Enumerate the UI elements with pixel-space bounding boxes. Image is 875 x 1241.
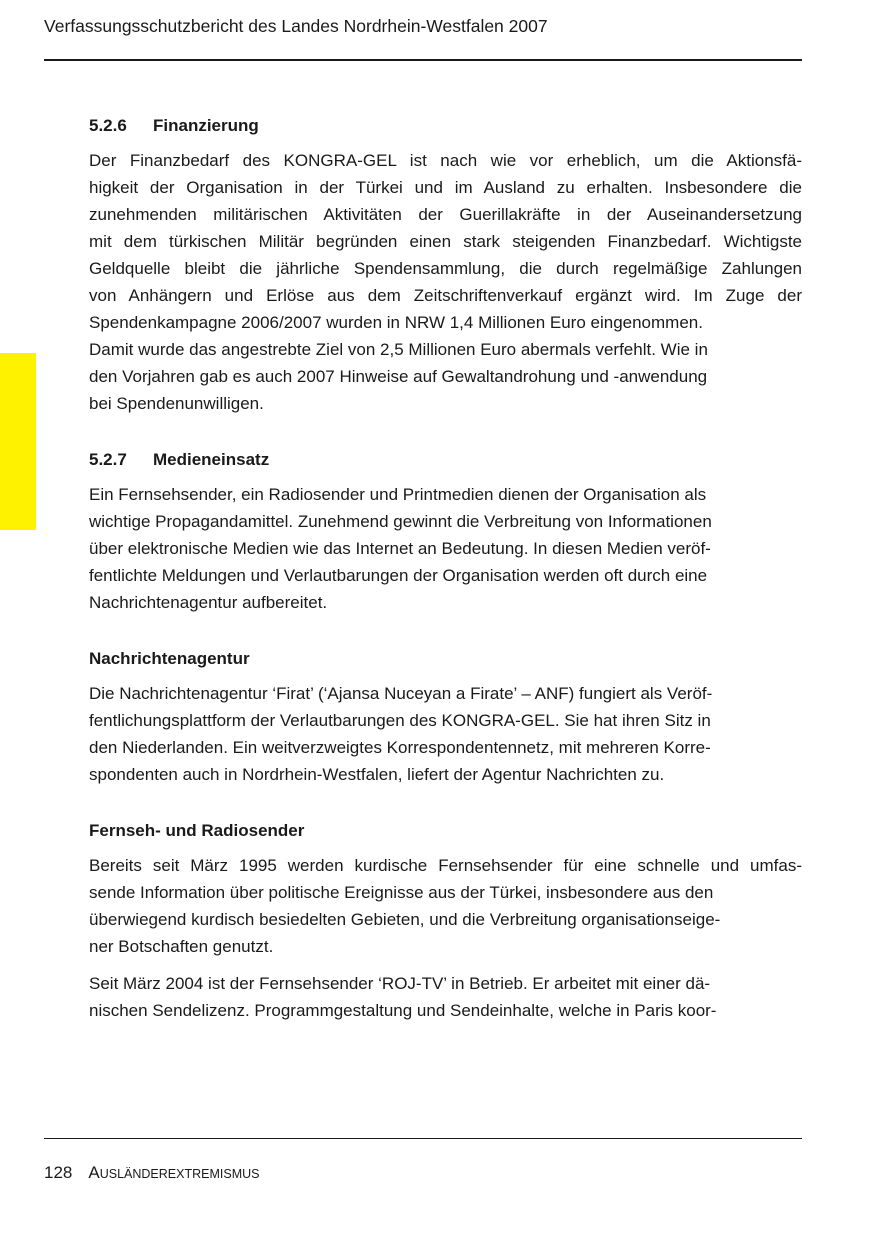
text-line: ner Botschaften genutzt. <box>89 937 274 956</box>
text-line: überwiegend kurdisch besiedelten Gebieten, und die Verbreitung organisationseige- <box>89 910 721 929</box>
text-line: Seit März 2004 ist der Fernsehsender ‘ROJ-TV’ in Betrieb. Er arbeitet mit einer dä- <box>89 974 711 993</box>
page-number: 128 <box>44 1163 73 1182</box>
text-line: bei Spendenunwilligen. <box>89 394 264 413</box>
text-line: fentlichte Meldungen und Verlautbarungen der Organisation werden oft durch eine <box>89 566 708 585</box>
text-line: Die Nachrichtenagentur ‘Firat’ (‘Ajansa Nuceyan a Firate’ – ANF) fungiert als Veröf- <box>89 684 713 703</box>
text-line: wichtige Propagandamittel. Zunehmend gewinnt die Verbreitung von Informationen <box>89 512 712 531</box>
section-title: Finanzierung <box>153 116 259 135</box>
text-line: Bereits seit März 1995 werden kurdische Fernsehsender für eine schnelle und umfas- <box>89 856 802 875</box>
subheading-nachrichtenagentur: Nachrichtenagentur <box>89 649 250 668</box>
text-line: fentlichungsplattform der Verlautbarungen des KONGRA-GEL. Sie hat ihren Sitz in <box>89 711 711 730</box>
chapter-title-rest: USLÄNDEREXTREMISMUS <box>99 1167 260 1181</box>
text-line: mit dem türkischen Militär begründen einen stark steigenden Finanzbedarf. Wichtigste <box>89 232 802 251</box>
text-line: higkeit der Organisation in der Türkei und im Ausland zu erhalten. Insbesondere die <box>89 178 802 197</box>
paragraph-finanzierung <box>89 147 802 417</box>
subheading-fernseh-radiosender: Fernseh- und Radiosender <box>89 821 305 840</box>
chapter-tab-marker <box>0 353 36 530</box>
text-line: über elektronische Medien wie das Internet an Bedeutung. In diesen Medien veröf- <box>89 539 711 558</box>
text-line: zunehmenden militärischen Aktivitäten der Guerillakräfte in der Auseinandersetzung <box>89 205 802 224</box>
footer-rule <box>44 1138 802 1139</box>
text-line: Der Finanzbedarf des KONGRA-GEL ist nach wie vor erheblich, um die Aktionsfä- <box>89 151 802 170</box>
section-heading-medieneinsatz <box>89 446 802 473</box>
section-number: 5.2.7 <box>89 450 127 469</box>
text-line: von Anhängern und Erlöse aus dem Zeitschriftenverkauf ergänzt wird. Im Zuge der <box>89 286 802 305</box>
text-line: den Vorjahren gab es auch 2007 Hinweise auf Gewaltandrohung und -anwendung <box>89 367 708 386</box>
text-line: Spendenkampagne 2006/2007 wurden in NRW 1,4 Millionen Euro eingenommen. <box>89 313 703 332</box>
text-line: sende Information über politische Ereignisse aus der Türkei, insbesondere aus den <box>89 883 714 902</box>
text-line: Geldquelle bleibt die jährliche Spendensammlung, die durch regelmäßige Zahlungen <box>89 259 802 278</box>
text-line: spondenten auch in Nordrhein-Westfalen, liefert der Agentur Nachrichten zu. <box>89 765 665 784</box>
paragraph-fernsehsender-1 <box>89 852 802 960</box>
chapter-title-initial: A <box>88 1163 100 1182</box>
text-line: Nachrichtenagentur aufbereitet. <box>89 593 328 612</box>
running-header: Verfassungsschutzbericht des Landes Nordrhein-Westfalen 2007 <box>44 16 548 36</box>
text-line: Damit wurde das angestrebte Ziel von 2,5 Millionen Euro abermals verfehlt. Wie in <box>89 340 708 359</box>
paragraph-medieneinsatz <box>89 481 802 616</box>
text-line: nischen Sendelizenz. Programmgestaltung und Sendeinhalte, welche in Paris koor- <box>89 1001 717 1020</box>
section-heading-finanzierung <box>89 112 802 139</box>
paragraph-nachrichtenagentur <box>89 680 802 788</box>
text-line: den Niederlanden. Ein weitverzweigtes Korrespondentennetz, mit mehreren Korre- <box>89 738 711 757</box>
section-number: 5.2.6 <box>89 116 127 135</box>
page-body <box>89 112 802 1024</box>
running-footer <box>44 1163 259 1183</box>
paragraph-fernsehsender-2 <box>89 970 802 1024</box>
text-line: Ein Fernsehsender, ein Radiosender und Printmedien dienen der Organisation als <box>89 485 707 504</box>
header-rule <box>44 59 802 61</box>
section-title: Medieneinsatz <box>153 450 270 469</box>
